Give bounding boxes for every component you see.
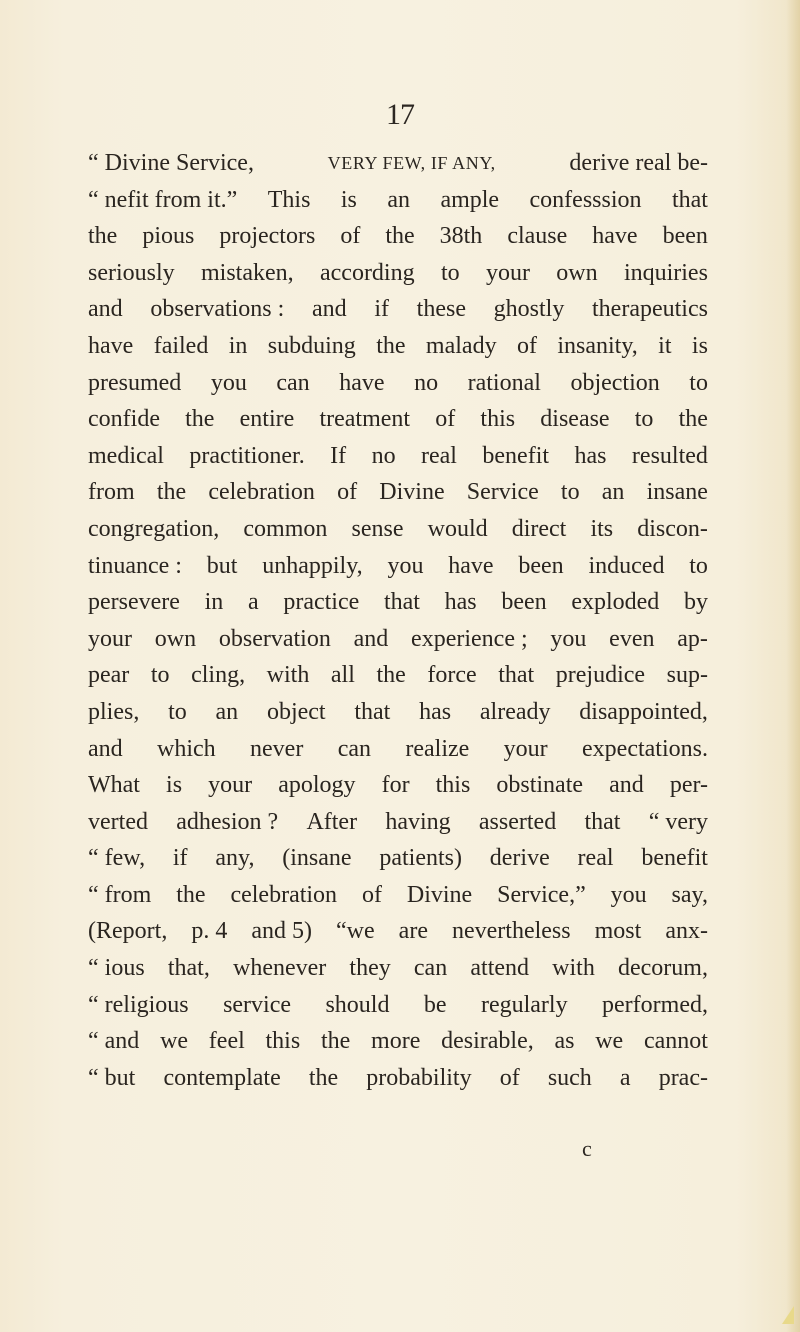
word: failed xyxy=(153,332,209,359)
word: Divine xyxy=(406,881,473,908)
word: has xyxy=(444,589,477,616)
word: sup- xyxy=(666,662,708,689)
word: of xyxy=(499,1064,520,1091)
word: that xyxy=(498,662,535,689)
word: malady xyxy=(425,332,497,359)
word: such xyxy=(547,1064,592,1091)
word: your xyxy=(503,735,548,762)
word: that, xyxy=(167,955,210,982)
word: entire xyxy=(239,406,295,433)
word: treatment xyxy=(319,406,411,433)
word: been xyxy=(662,223,708,250)
word: This xyxy=(267,186,311,213)
word: prejudice xyxy=(555,662,646,689)
word: we xyxy=(160,1028,189,1055)
word: Service,” xyxy=(497,881,586,908)
word: no xyxy=(414,369,439,396)
word: say, xyxy=(671,881,708,908)
word: regularly xyxy=(480,991,568,1018)
word: no xyxy=(371,442,396,469)
word: VERY FEW, IF ANY, xyxy=(327,153,496,173)
text-line xyxy=(88,877,708,914)
word: of xyxy=(340,223,361,250)
word: feel xyxy=(208,1028,245,1055)
word: contemplate xyxy=(163,1064,281,1091)
word: in xyxy=(228,332,248,359)
word: service xyxy=(223,991,292,1018)
word: of xyxy=(337,479,358,506)
word: After xyxy=(306,808,358,835)
word: an xyxy=(387,186,410,213)
word: experience ; xyxy=(411,625,528,652)
word: exploded xyxy=(571,589,660,616)
word: cannot xyxy=(643,1028,708,1055)
word: it xyxy=(658,332,672,359)
word: as xyxy=(554,1028,575,1055)
word: attend xyxy=(470,955,530,982)
text-line xyxy=(88,694,708,731)
word: been xyxy=(501,589,547,616)
word: probability xyxy=(366,1064,472,1091)
word: the xyxy=(385,223,415,250)
word: sense xyxy=(351,515,404,542)
word: and xyxy=(609,772,644,799)
text-line xyxy=(88,840,708,877)
word: an xyxy=(215,698,239,725)
word: the xyxy=(376,662,406,689)
word: and xyxy=(353,625,389,652)
word: if xyxy=(374,296,389,323)
word: and 5) xyxy=(251,918,312,945)
word: tinuance : xyxy=(88,552,182,579)
word: has xyxy=(574,442,607,469)
word: ap- xyxy=(677,625,708,652)
word: the xyxy=(156,479,187,506)
word: never xyxy=(250,735,304,762)
word: disease xyxy=(540,406,610,433)
text-line xyxy=(88,474,708,511)
word: congregation, xyxy=(88,515,220,542)
word: to xyxy=(150,662,170,689)
word: the xyxy=(308,1064,339,1091)
word: have xyxy=(339,369,385,396)
word: and xyxy=(88,735,123,762)
word: verted xyxy=(88,808,148,835)
word: for xyxy=(381,772,410,799)
word: mistaken, xyxy=(201,259,294,286)
word: in xyxy=(204,589,224,616)
word: medical xyxy=(88,442,164,469)
word: more xyxy=(371,1028,421,1055)
word: induced xyxy=(588,552,665,579)
text-line xyxy=(88,1023,708,1060)
word: objection xyxy=(570,369,660,396)
word: and xyxy=(88,296,123,323)
word: Divine xyxy=(379,479,445,506)
word: presumed xyxy=(88,369,182,396)
word: derive real be- xyxy=(569,150,708,176)
word: the xyxy=(88,223,118,250)
word: of xyxy=(435,406,456,433)
word: real xyxy=(421,442,457,469)
word: all xyxy=(330,662,355,689)
text-line xyxy=(88,255,708,292)
word: a xyxy=(247,589,259,616)
word: ample xyxy=(440,186,500,213)
word: Service xyxy=(466,479,539,506)
word: 38th xyxy=(439,223,483,250)
word: desirable, xyxy=(441,1028,534,1055)
text-line xyxy=(88,511,708,548)
word: unhappily, xyxy=(262,552,363,579)
word: pear xyxy=(88,662,130,689)
word: this xyxy=(480,406,516,433)
text-line xyxy=(88,365,708,402)
page-number: 17 xyxy=(386,98,414,131)
word: “ and xyxy=(88,1028,140,1055)
word: to xyxy=(634,406,654,433)
word: to xyxy=(168,698,187,725)
word: expectations. xyxy=(582,735,708,762)
word: p. 4 xyxy=(191,918,228,945)
word: even xyxy=(609,625,655,652)
word: are xyxy=(398,918,428,945)
word: which xyxy=(157,735,216,762)
word: persevere xyxy=(88,589,180,616)
word: force xyxy=(427,662,477,689)
text-line xyxy=(88,584,708,621)
word: that xyxy=(383,589,420,616)
word: celebration xyxy=(208,479,315,506)
word: pious xyxy=(142,223,195,250)
word: (insane xyxy=(282,845,352,872)
word: observations : xyxy=(150,296,285,323)
word: therapeutics xyxy=(592,296,708,323)
word: and xyxy=(311,296,347,323)
word: “we xyxy=(336,918,375,945)
word: cling, xyxy=(191,662,246,689)
word: is xyxy=(691,332,708,359)
word: “ religious xyxy=(88,991,189,1018)
word: per- xyxy=(669,772,708,799)
word: apology xyxy=(278,772,356,799)
text-line xyxy=(88,987,708,1024)
word: can xyxy=(276,369,310,396)
body-text xyxy=(88,145,708,1096)
word: that xyxy=(354,698,391,725)
word: patients) xyxy=(379,845,462,872)
signature-mark: c xyxy=(582,1136,592,1161)
text-line xyxy=(88,804,708,841)
word: we xyxy=(595,1028,624,1055)
word: by xyxy=(684,589,708,616)
word: you xyxy=(210,369,247,396)
word: practice xyxy=(283,589,360,616)
word: ghostly xyxy=(493,296,565,323)
text-line xyxy=(88,1060,708,1097)
text-line xyxy=(88,621,708,658)
word: your xyxy=(485,259,530,286)
word: disappointed, xyxy=(579,698,708,725)
word: observation xyxy=(218,625,331,652)
text-line xyxy=(88,328,708,365)
word: having xyxy=(385,808,451,835)
word: “ few, xyxy=(88,845,146,872)
text-line xyxy=(88,731,708,768)
word: your xyxy=(208,772,253,799)
page-edge-shadow xyxy=(786,0,800,1332)
word: is xyxy=(166,772,183,799)
word: your xyxy=(88,625,132,652)
word: subduing xyxy=(267,332,356,359)
word: this xyxy=(265,1028,301,1055)
word: plies, xyxy=(88,698,140,725)
word: with xyxy=(266,662,310,689)
word: be xyxy=(423,991,447,1018)
word: benefit xyxy=(641,845,708,872)
word: you xyxy=(610,881,647,908)
word: anx- xyxy=(665,918,708,945)
word: seriously xyxy=(88,259,175,286)
word: of xyxy=(516,332,537,359)
word: is xyxy=(340,186,357,213)
word: its xyxy=(590,515,614,542)
word: “ nefit from it.” xyxy=(88,186,238,213)
word: with xyxy=(552,955,595,982)
text-line xyxy=(88,548,708,585)
word: have xyxy=(88,332,134,359)
word: obstinate xyxy=(496,772,584,799)
word: should xyxy=(325,991,390,1018)
word: the xyxy=(176,881,206,908)
word: performed, xyxy=(602,991,708,1018)
word: already xyxy=(479,698,551,725)
word: that xyxy=(584,808,621,835)
word: insanity, xyxy=(557,332,638,359)
word: but xyxy=(206,552,238,579)
word: inquiries xyxy=(623,259,708,286)
word: derive xyxy=(489,845,550,872)
word: that xyxy=(671,186,708,213)
text-line xyxy=(88,218,708,255)
word: “ from xyxy=(88,881,152,908)
word: benefit xyxy=(482,442,550,469)
page-corner-stain xyxy=(782,1306,794,1324)
word: you xyxy=(387,552,424,579)
word: projectors xyxy=(219,223,316,250)
word: direct xyxy=(511,515,567,542)
word: prac- xyxy=(658,1064,708,1091)
word: confide xyxy=(88,406,160,433)
text-line xyxy=(88,438,708,475)
word: common xyxy=(243,515,328,542)
word: “ Divine Service, xyxy=(88,150,254,176)
word: the xyxy=(376,332,406,359)
text-line xyxy=(88,913,708,950)
word: can xyxy=(337,735,371,762)
word: has xyxy=(419,698,452,725)
text-line xyxy=(88,182,708,219)
word: own xyxy=(154,625,197,652)
word: What xyxy=(88,772,140,799)
text-line xyxy=(88,950,708,987)
word: a xyxy=(619,1064,631,1091)
word: have xyxy=(592,223,638,250)
word: celebration xyxy=(230,881,338,908)
word: If xyxy=(330,442,347,469)
word: adhesion ? xyxy=(176,808,279,835)
word: would xyxy=(427,515,488,542)
word: real xyxy=(577,845,614,872)
word: to xyxy=(689,369,708,396)
word: to xyxy=(440,259,460,286)
word: confesssion xyxy=(529,186,642,213)
word: the xyxy=(185,406,215,433)
word: any, xyxy=(215,845,255,872)
word: “ ious xyxy=(88,955,145,982)
word: been xyxy=(518,552,564,579)
word: rational xyxy=(467,369,541,396)
word: according xyxy=(319,259,415,286)
word: this xyxy=(435,772,471,799)
word: own xyxy=(556,259,598,286)
word: (Report, xyxy=(88,918,168,945)
word: nevertheless xyxy=(451,918,571,945)
word: to xyxy=(560,479,580,506)
word: discon- xyxy=(637,515,708,542)
text-line xyxy=(88,401,708,438)
text-line xyxy=(88,657,708,694)
word: you xyxy=(550,625,587,652)
text-line xyxy=(88,145,708,182)
word: practitioner. xyxy=(189,442,305,469)
word: “ very xyxy=(648,808,708,835)
word: to xyxy=(689,552,708,579)
word: can xyxy=(413,955,448,982)
word: they xyxy=(349,955,391,982)
word: “ but xyxy=(88,1064,136,1091)
text-line xyxy=(88,291,708,328)
word: decorum, xyxy=(618,955,708,982)
word: from xyxy=(88,479,135,506)
word: object xyxy=(266,698,326,725)
text-line xyxy=(88,767,708,804)
word: most xyxy=(594,918,642,945)
word: these xyxy=(416,296,466,323)
word: the xyxy=(678,406,708,433)
word: the xyxy=(320,1028,351,1055)
word: whenever xyxy=(232,955,327,982)
word: insane xyxy=(646,479,708,506)
word: resulted xyxy=(631,442,708,469)
word: have xyxy=(448,552,494,579)
word: if xyxy=(172,845,188,872)
word: clause xyxy=(507,223,568,250)
word: realize xyxy=(405,735,470,762)
word: an xyxy=(601,479,625,506)
word: of xyxy=(361,881,382,908)
word: asserted xyxy=(478,808,557,835)
